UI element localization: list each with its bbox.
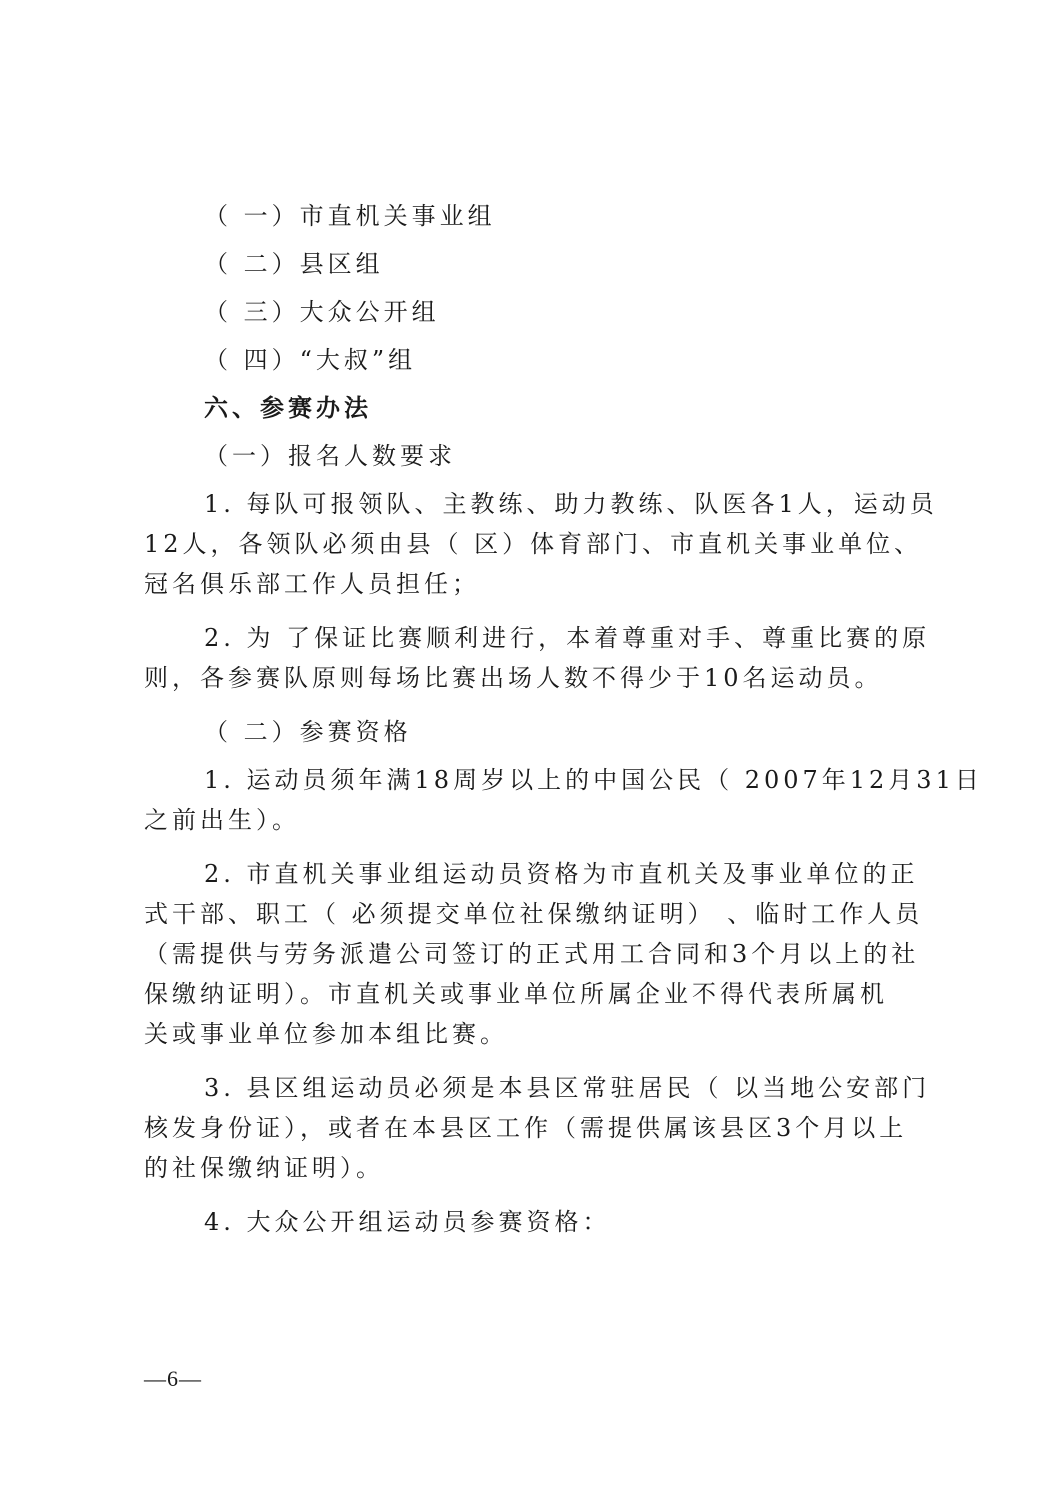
text-line: 冠名俱乐部工作人员担任； <box>144 570 480 598</box>
paragraph-registration-2 <box>144 618 931 698</box>
page-number: —6— <box>144 1366 202 1391</box>
paragraph-eligibility-3 <box>144 1068 931 1188</box>
text-line: 保缴纳证明）。市直机关或事业单位所属企业不得代表所属机 <box>144 980 888 1008</box>
text-line: （需提供与劳务派遣公司签订的正式用工合同和3个月以上的社 <box>144 940 920 968</box>
group-item-3: （ 三）大众公开组 <box>204 298 440 326</box>
text-line: 2. 为 了保证比赛顺利进行，本着尊重对手、尊重比赛的原 <box>204 624 931 652</box>
paragraph-eligibility-1 <box>144 760 983 840</box>
text-line: 之前出生）。 <box>144 806 300 834</box>
subsection-title-registration: （一）报名人数要求 <box>204 442 456 470</box>
text-line: 1. 每队可报领队、主教练、助力教练、队医各1人，运动员 <box>204 490 938 518</box>
text-line: 核发身份证），或者在本县区工作（需提供属该县区3个月以上 <box>144 1114 908 1142</box>
document-body <box>144 196 983 1242</box>
paragraph-registration-1 <box>144 484 938 604</box>
group-item-2: （ 二）县区组 <box>204 250 384 278</box>
text-line: 则，各参赛队原则每场比赛出场人数不得少于10名运动员。 <box>144 664 883 692</box>
text-line: 的社保缴纳证明）。 <box>144 1154 384 1182</box>
paragraph-eligibility-4 <box>144 1202 926 1242</box>
section-heading: 六、参赛办法 <box>204 393 372 422</box>
group-item-1: （ 一）市直机关事业组 <box>204 202 496 230</box>
group-item-4: （ 四）“大叔”组 <box>204 346 417 374</box>
text-line: 式干部、职工（ 必须提交单位社保缴纳证明） 、临时工作人员 <box>144 900 924 928</box>
paragraph-eligibility-2 <box>144 854 926 1054</box>
text-line: 12人，各领队必须由县（ 区）体育部门、市直机关事业单位、 <box>144 530 923 558</box>
text-line: 2. 市直机关事业组运动员资格为市直机关及事业单位的正 <box>204 860 919 888</box>
text-line: 3. 县区组运动员必须是本县区常驻居民（ 以当地公安部门 <box>204 1074 931 1102</box>
text-line: 1. 运动员须年满18周岁以上的中国公民（ 2007年12月31日 <box>204 766 983 794</box>
text-line: 关或事业单位参加本组比赛。 <box>144 1020 508 1048</box>
subsection-title-eligibility: （ 二）参赛资格 <box>204 718 412 746</box>
text-line: 4. 大众公开组运动员参赛资格： <box>204 1208 611 1236</box>
